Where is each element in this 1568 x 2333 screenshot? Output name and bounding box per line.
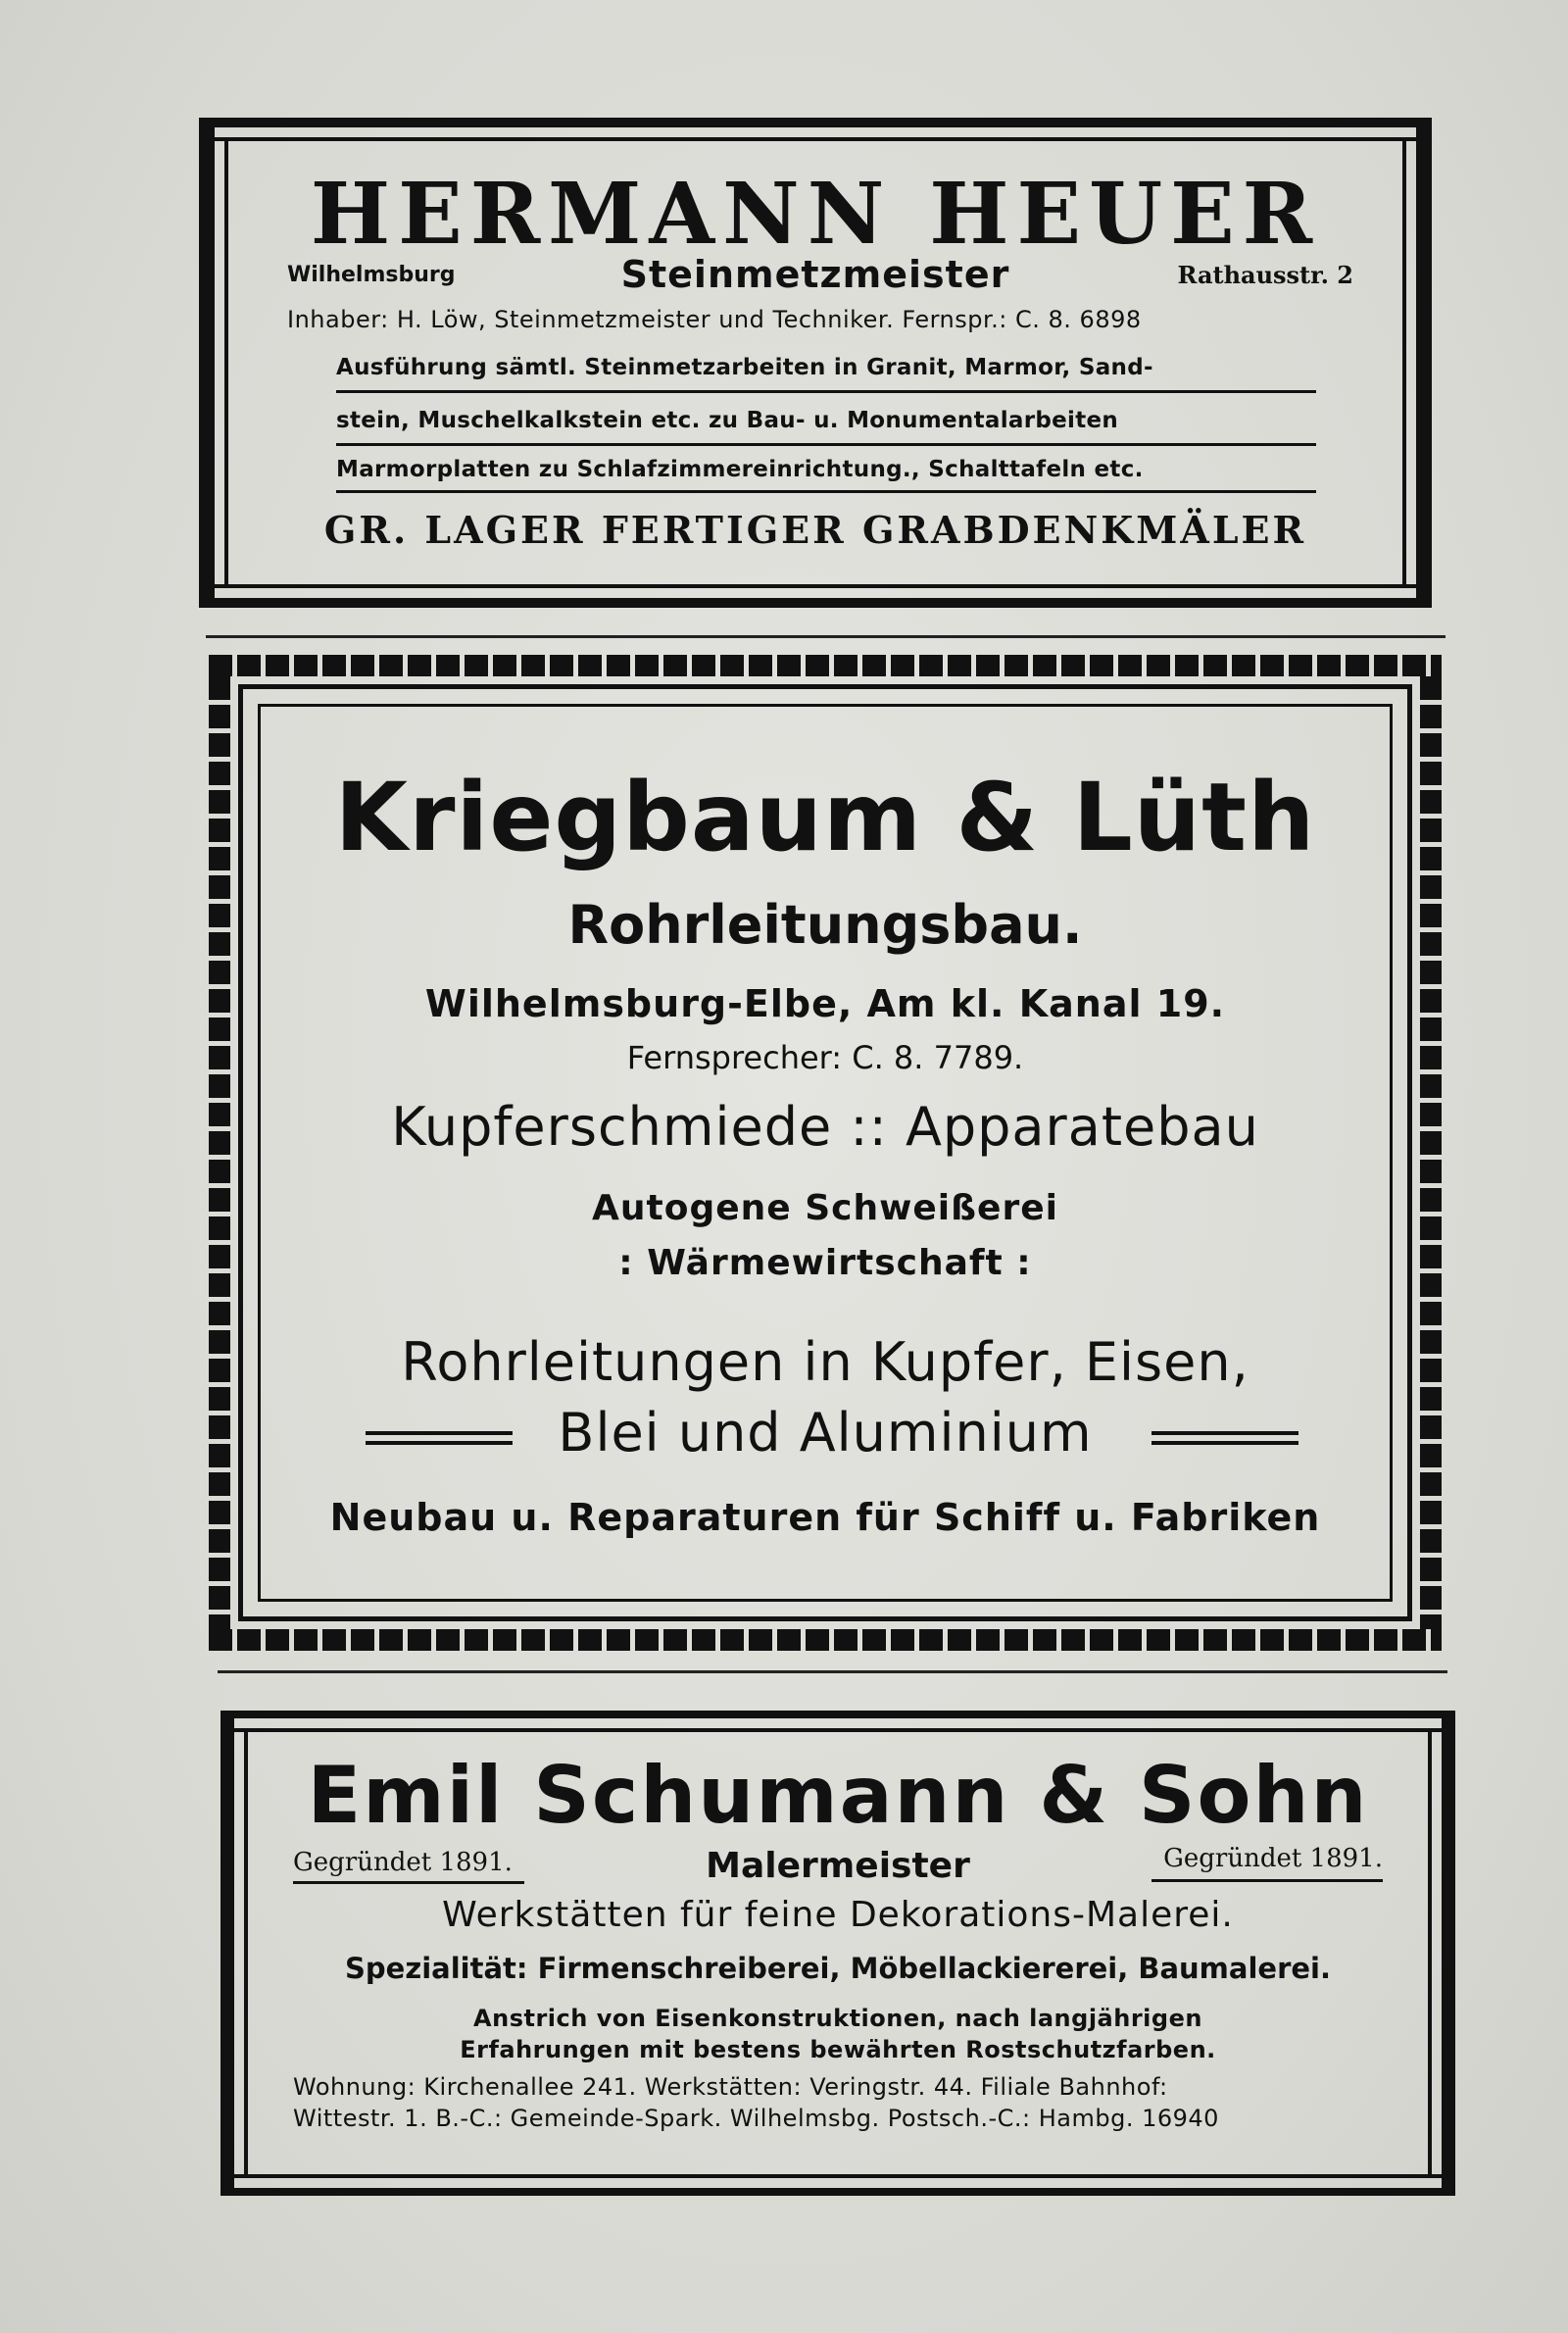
company-name: Kriegbaum & Lüth xyxy=(334,763,1316,872)
workshops-line: Werkstätten für feine Dekorations-Malerei. xyxy=(442,1895,1234,1935)
heat-service: : Wärmewirtschaft : xyxy=(618,1243,1032,1283)
address-line: Wittestr. 1. B.-C.: Gemeinde-Spark. Wilhelmsbg. Postsch.-C.: Hambg. 16940 xyxy=(293,2105,1219,2132)
painting-line: Erfahrungen mit bestens bewährten Rostschutzfarben. xyxy=(460,2036,1216,2063)
advertisement-kriegbaum-lueth xyxy=(209,655,1442,1651)
painting-line: Anstrich von Eisenkonstruktionen, nach langjährigen xyxy=(473,2005,1202,2032)
service-line: Ausführung sämtl. Steinmetzarbeiten in Granit, Marmor, Sand- xyxy=(336,355,1153,380)
street-address: Rathausstr. 2 xyxy=(1177,261,1353,289)
specialties: Kupferschmiede :: Apparatebau xyxy=(391,1096,1259,1158)
stock-line: GR. LAGER FERTIGER GRABDENKMÄLER xyxy=(323,508,1307,552)
founded-left: Gegründet 1891. xyxy=(293,1848,513,1877)
welding-service: Autogene Schweißerei xyxy=(592,1188,1058,1228)
company-name: HERMANN HEUER xyxy=(310,165,1321,264)
phone-number: Fernsprecher: C. 8. 7789. xyxy=(626,1039,1024,1076)
business-type: Rohrleitungsbau. xyxy=(567,894,1083,956)
trade: Steinmetzmeister xyxy=(620,253,1010,296)
city: Wilhelmsburg xyxy=(287,263,456,287)
address-line: Wohnung: Kirchenallee 241. Werkstätten: Veringstr. 44. Filiale Bahnhof: xyxy=(293,2073,1168,2101)
dashed-border xyxy=(209,1629,1442,1651)
specialty-line: Spezialität: Firmenschreiberei, Möbellackiererei, Baumalerei. xyxy=(345,1952,1331,1985)
trade: Malermeister xyxy=(706,1846,970,1886)
advertisement-hermann-heuer xyxy=(199,118,1432,608)
service-line: stein, Muschelkalkstein etc. zu Bau- u. Monumentalarbeiten xyxy=(336,408,1119,433)
double-rule xyxy=(1152,1431,1298,1445)
dashed-border xyxy=(209,655,1442,676)
separator-rule xyxy=(218,1670,1447,1673)
repairs-line: Neubau u. Reparaturen für Schiff u. Fabriken xyxy=(329,1496,1321,1539)
founded-right: Gegründet 1891. xyxy=(1163,1844,1383,1873)
advertisement-emil-schumann xyxy=(220,1711,1455,2196)
separator-rule xyxy=(206,635,1446,638)
pipes-line: Rohrleitungen in Kupfer, Eisen, xyxy=(401,1331,1250,1393)
pipes-line: Blei und Aluminium xyxy=(558,1402,1093,1464)
service-line: Marmorplatten zu Schlafzimmereinrichtung., Schalttafeln etc. xyxy=(336,457,1144,482)
street-address: Wilhelmsburg-Elbe, Am kl. Kanal 19. xyxy=(424,982,1226,1025)
owner-line: Inhaber: H. Löw, Steinmetzmeister und Techniker. Fernspr.: C. 8. 6898 xyxy=(287,306,1142,333)
company-name: Emil Schumann & Sohn xyxy=(307,1750,1369,1841)
